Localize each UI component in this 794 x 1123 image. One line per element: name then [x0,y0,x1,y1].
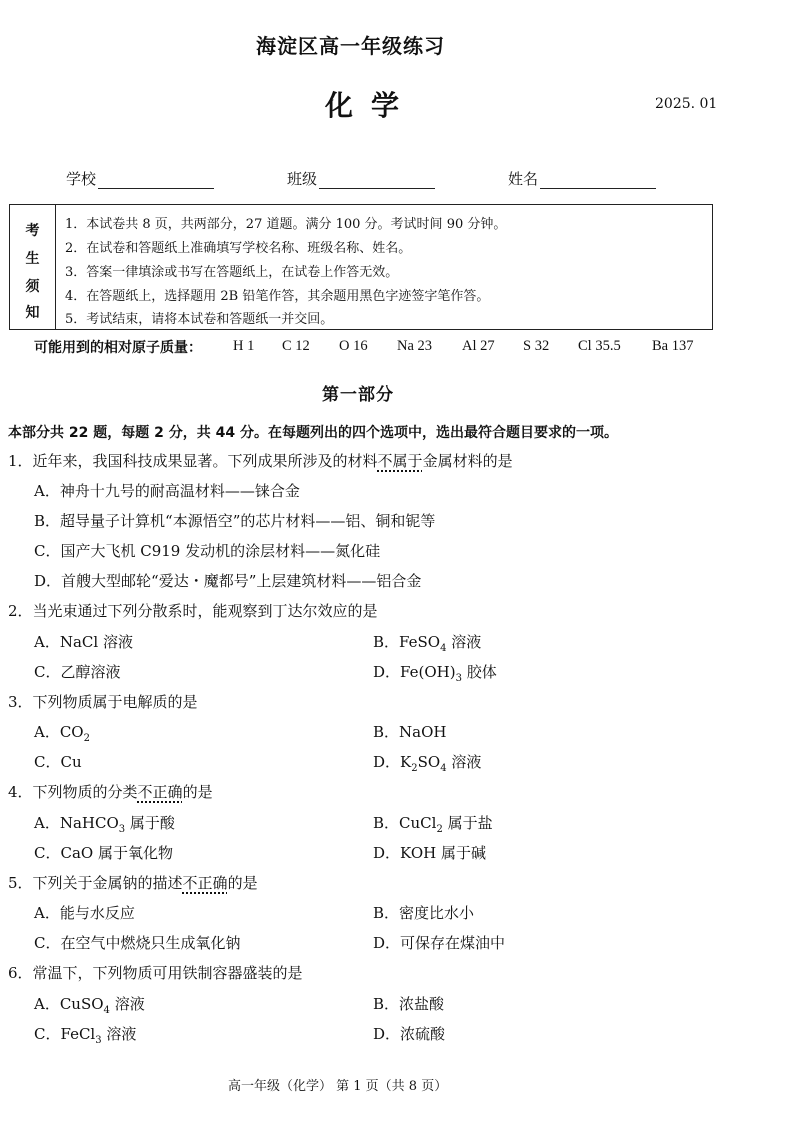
option-text: 溶液 [101,1025,137,1043]
school-line[interactable] [98,174,214,189]
atomic-mass-o: O 16 [339,338,368,354]
atomic-masses [34,337,202,357]
question-6-option-a[interactable] [34,993,145,1016]
atomic-mass-ba: Ba 137 [652,338,694,354]
question-5-option-a[interactable]: A．能与水反应 [34,904,135,922]
question-3-option-d[interactable] [373,751,481,774]
exam-title: 海淀区高一年级练习 [256,34,445,58]
option-text: 属于酸 [125,814,175,832]
option-text: B．FeSO [373,633,441,651]
stem-text: 的是 [182,783,213,801]
subscript: 2 [83,733,90,744]
question-3-option-b[interactable]: B．NaOH [373,723,447,741]
notice-item: 4．在答题纸上，选择题用 2B 铅笔作答，其余题用黑色字迹签字笔作答。 [65,289,490,304]
class-label: 班级 [287,170,318,188]
page-footer: 高一年级（化学） 第 1 页（共 8 页） [228,1079,448,1094]
stem-text: 1．近年来，我国科技成果显著。下列成果所涉及的材料 [8,452,378,470]
notice-item: 5．考试结束，请将本试卷和答题纸一并交回。 [65,312,334,327]
question-1-stem [8,450,513,471]
atomic-mass-na: Na 23 [397,338,433,354]
name-label: 姓名 [508,170,539,188]
notice-item: 1．本试卷共 8 页，共两部分，27 道题。满分 100 分。考试时间 90 分钟。 [65,217,507,232]
question-5-option-d[interactable]: D．可保存在煤油中 [373,934,506,952]
name-field[interactable] [508,168,656,189]
atomic-mass-cl: Cl 35.5 [578,338,621,354]
option-text: A．CuSO [34,995,104,1013]
school-label: 学校 [66,170,97,188]
part-title: 第一部分 [322,385,394,405]
stem-emphasis: 不正确 [182,874,228,892]
stem-emphasis: 不正确 [137,783,183,801]
question-6-option-c[interactable] [34,1023,136,1046]
question-6-option-b[interactable]: B．浓盐酸 [373,995,445,1013]
option-text: 溶液 [446,753,482,771]
question-1-option-a[interactable]: A．神舟十九号的耐高温材料——铼合金 [34,482,300,500]
question-2-option-c[interactable]: C．乙醇溶液 [34,663,121,681]
notice-item: 2．在试卷和答题纸上准确填写学校名称、班级名称、姓名。 [65,241,412,256]
part-instructions: 本部分共 22 题，每题 2 分，共 44 分。在每题列出的四个选项中，选出最符合题目要求的一项。 [8,425,618,441]
notice-box [9,204,713,330]
question-2-option-b[interactable] [373,631,481,654]
question-2-option-d[interactable] [373,661,497,684]
exam-date: 2025. 01 [655,96,718,112]
atomic-mass-c: C 12 [282,338,310,354]
option-text: B．CuCl [373,814,437,832]
option-text: 溶液 [109,995,145,1013]
question-1-option-b[interactable]: B．超导量子计算机“本源悟空”的芯片材料——铝、铜和铌等 [34,512,436,530]
notice-heading-char: 知 [25,305,40,321]
subscript: 3 [95,1035,102,1046]
name-line[interactable] [540,174,656,189]
option-text: D．Fe(OH) [373,663,456,681]
question-4-option-b[interactable] [373,812,493,835]
notice-item: 3．答案一律填涂或书写在答题纸上，在试卷上作答无效。 [65,265,399,280]
question-4-stem [8,781,213,802]
atomic-mass-s: S 32 [523,338,550,354]
stem-emphasis: 不属于 [377,452,423,470]
notice-heading [10,205,56,329]
option-text: D．K [373,753,412,771]
stem-text: 5．下列关于金属钠的描述 [8,874,183,892]
option-text: 溶液 [446,633,482,651]
subscript: 4 [440,763,447,774]
class-line[interactable] [319,174,435,189]
option-text: 属于盐 [442,814,493,832]
question-3-option-a[interactable] [34,721,90,744]
option-text: C．FeCl [34,1025,96,1043]
stem-text: 金属材料的是 [422,452,513,470]
question-6-stem: 6．常温下，下列物质可用铁制容器盛装的是 [8,964,303,982]
subscript: 3 [455,673,462,684]
question-5-option-c[interactable]: C．在空气中燃烧只生成氧化钠 [34,934,241,952]
question-6-option-d[interactable]: D．浓硫酸 [373,1025,446,1043]
subscript: 4 [440,643,447,654]
question-1-option-c[interactable]: C．国产大飞机 C919 发动机的涂层材料——氮化硅 [34,542,381,560]
class-field[interactable] [287,168,435,189]
question-3-option-c[interactable]: C．Cu [34,753,82,771]
question-2-stem: 2．当光束通过下列分散系时，能观察到丁达尔效应的是 [8,602,378,620]
stem-text: 的是 [227,874,258,892]
notice-heading-char: 须 [25,279,40,295]
notice-heading-char: 考 [25,223,40,239]
option-text: 胶体 [461,663,497,681]
school-field[interactable] [66,168,214,189]
question-4-option-d[interactable]: D．KOH 属于碱 [373,844,486,862]
option-text: SO [417,753,441,771]
notice-heading-char: 生 [25,251,40,267]
question-4-option-c[interactable]: C．CaO 属于氧化物 [34,844,173,862]
atomic-mass-al: Al 27 [462,338,495,354]
stem-text: 4．下列物质的分类 [8,783,138,801]
question-5-stem [8,872,258,893]
question-5-option-b[interactable]: B．密度比水小 [373,904,475,922]
question-2-option-a[interactable]: A．NaCl 溶液 [34,633,133,651]
atomic-mass-h: H 1 [233,338,255,354]
option-text: A．NaHCO [34,814,119,832]
subject-title: 化学 [325,89,418,122]
subscript: 2 [411,763,418,774]
subscript: 2 [436,824,443,835]
question-3-stem: 3．下列物质属于电解质的是 [8,693,198,711]
subscript: 4 [103,1005,110,1016]
atomic-masses-label: 可能用到的相对原子质量： [34,340,202,356]
question-4-option-a[interactable] [34,812,175,835]
subscript: 3 [118,824,126,835]
question-1-option-d[interactable]: D．首艘大型邮轮“爱达・魔都号”上层建筑材料——铝合金 [34,572,422,590]
option-text: A．CO [34,723,84,741]
